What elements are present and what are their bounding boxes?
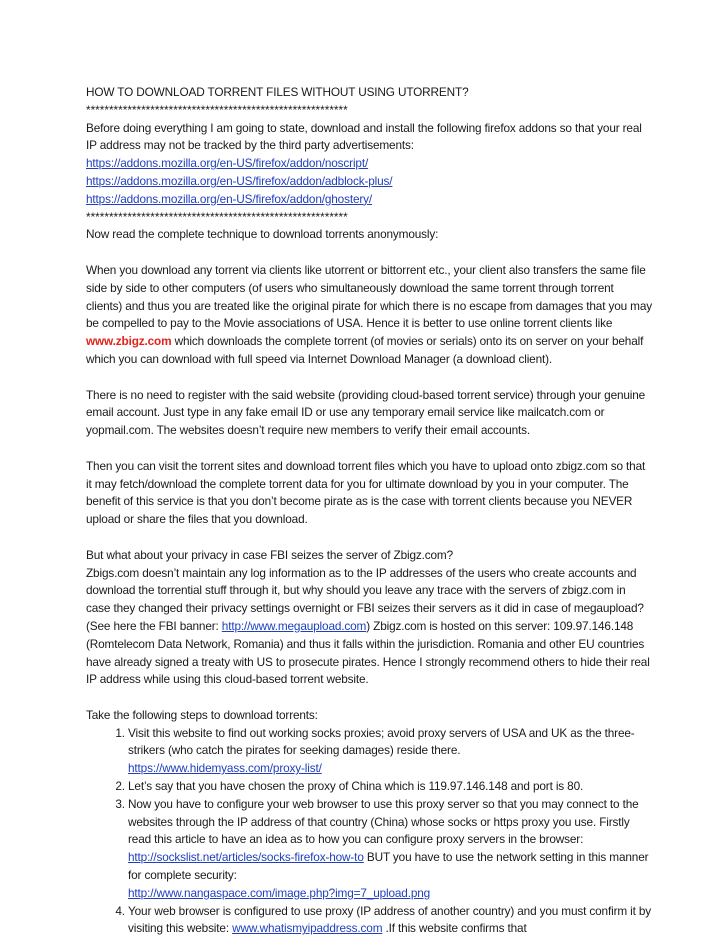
step-text: Let’s say that you have chosen the proxy of China which is 119.97.146.148 and port is 80. xyxy=(128,779,584,794)
technique-intro: Now read the complete technique to download torrents anonymously: xyxy=(86,227,439,242)
step-text: Visit this website to find out working socks proxies; avoid proxy servers of USA and UK as the three-strikers (who catch the pirates for seeking damages) reside there. xyxy=(128,725,635,758)
intro-paragraph: Before doing everything I am going to state, download and install the following firefox addons so that your real IP address may not be tracked by the third party advertisements: xyxy=(86,120,642,153)
paragraph-upload: Then you can visit the torrent sites and download torrent files which you have to upload onto zbigz.com so that it may fetch/download the complete torrent data for you for ultimate download by you in your computer. The benefit of this service is that you don’t become pirate as is the case with torrent clients because you NEVER upload or share the files that you download. xyxy=(86,458,646,527)
step-text: .If this website confirms that xyxy=(382,921,527,936)
adblock-plus-addon-link[interactable]: https://addons.mozilla.org/en-US/firefox/addon/adblock-plus/ xyxy=(86,173,393,188)
zbigz-link[interactable]: www.zbigz.com xyxy=(86,334,172,349)
separator-stars-top: ********************************************************* xyxy=(86,102,348,117)
paragraph-text: When you download any torrent via clients like utorrent or bittorrent etc., your client also transfers the same file side by side to other computers (of users who simultaneously download the same torrent through torrent clients) and thus you are treated like the original pirate for which there is no escape from damages that you may be compelled to pay to the Movie associations of USA. Hence it is better to use online torrent clients like xyxy=(86,262,652,331)
paragraph-text: which downloads the complete torrent (of movies or serials) onto its on server on your behalf which you can download with full speed via Internet Download Manager (a download client). xyxy=(86,334,644,366)
paragraph-torrent-clients xyxy=(86,262,652,369)
steps-list xyxy=(86,725,652,939)
document-body xyxy=(86,84,652,938)
whatismyipaddress-link[interactable]: www.whatismyipaddress.com xyxy=(232,921,383,936)
separator-stars-bottom: ********************************************************* xyxy=(86,209,348,224)
page-title: HOW TO DOWNLOAD TORRENT FILES WITHOUT USING UTORRENT? xyxy=(86,85,469,99)
sockslist-link[interactable]: http://sockslist.net/articles/socks-firefox-how-to xyxy=(128,850,364,865)
paragraph-privacy xyxy=(86,565,652,690)
ghostery-addon-link[interactable]: https://addons.mozilla.org/en-US/firefox/addon/ghostery/ xyxy=(86,191,373,206)
step-4 xyxy=(128,903,652,939)
privacy-question: But what about your privacy in case FBI seizes the server of Zbigz.com? xyxy=(86,547,454,562)
step-text: Now you have to configure your web browser to use this proxy server so that you may connect to the websites through the IP address of that country (China) whose socks or https proxy you use. Firstly read this article to have an idea as to how you can configure proxy servers in the browser: xyxy=(128,796,639,847)
step-1 xyxy=(128,725,652,778)
step-text: BUT you have to use the network setting in this manner for complete security: xyxy=(128,850,649,883)
paragraph-registration: There is no need to register with the said website (providing cloud-based torrent service) through your genuine email account. Just type in any fake email ID or use any temporary email service like mailcatch.com or yopmail.com. The websites doesn’t require new members to verify their email accounts. xyxy=(86,387,646,438)
megaupload-link[interactable]: http://www.megaupload.com xyxy=(221,618,367,633)
nangaspace-link[interactable]: http://www.nangaspace.com/image.php?img=7_upload.png xyxy=(128,885,431,900)
paragraph-text: ) Zbigz.com is hosted on this server: 109.97.146.148 (Romtelecom Data Network, Romania) and thus it falls within the jurisdiction. Romania and other EU countries have already signed a treaty with US to prosecute pirates. Hence I strongly recommend others to hide their real IP address while using this cloud-based torrent website. xyxy=(86,618,650,687)
paragraph-text: Zbigs.com doesn’t maintain any log information as to the IP addresses of the users who create accounts and download the torrential stuff through it, but why should you leave any trace with the servers of zbigz.com in case they changed their privacy settings overnight or FBI seizes their servers as it did in case of megaupload? (See here the FBI banner: xyxy=(86,565,644,633)
hidemyass-link[interactable]: https://www.hidemyass.com/proxy-list/ xyxy=(128,761,322,776)
steps-intro: Take the following steps to download torrents: xyxy=(86,707,318,722)
step-text: Your web browser is configured to use proxy (IP address of another country) and you must confirm it by visiting this website: xyxy=(128,903,652,936)
step-3 xyxy=(128,796,652,903)
step-2 xyxy=(128,778,652,796)
noscript-addon-link[interactable]: https://addons.mozilla.org/en-US/firefox/addon/noscript/ xyxy=(86,156,369,171)
